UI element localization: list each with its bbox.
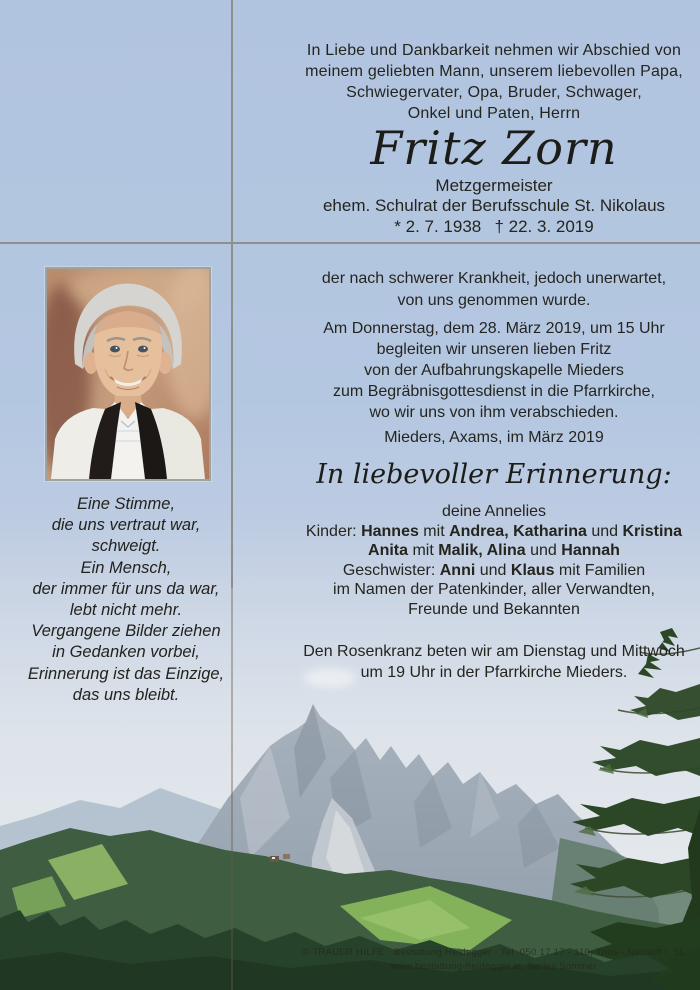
portrait-photo [47,269,209,479]
family-list [264,502,700,619]
family-line: Kinder: Hannes mit Andrea, Katharina und Kristina [305,522,683,540]
life-dates: * 2. 7. 1938 † 22. 3. 2019 [394,217,594,236]
portrait-photo-frame [45,267,211,481]
poem-line: in Gedanken vorbei, [52,643,200,662]
credit-line: www.bestattung-heidegger.at, Serles Sommer [391,960,597,972]
funeral-line: Am Donnerstag, dem 28. März 2019, um 15 Uhr [323,320,665,337]
alp-hut [283,854,290,859]
deceased-subtitle: ehem. Schulrat der Berufsschule St. Nikolaus [322,196,666,215]
poem-line: Eine Stimme, [76,495,176,513]
deceased-name: Fritz Zorn [370,121,618,175]
poem-line: Erinnerung ist das Einzige, [27,664,225,683]
rosary-line: um 19 Uhr in der Pfarrkirche Mieders. [360,664,628,681]
cross-horizontal-line [0,242,700,244]
funeral-line: begleiten wir unseren lieben Fritz [376,341,612,358]
intro-line: Schwiegervater, Opa, Bruder, Schwager, [346,84,642,101]
intro-line: meinem geliebten Mann, unserem liebevollen Papa, [305,63,683,80]
deceased-profession: Metzgermeister [435,176,553,195]
poem-line: Vergangene Bilder ziehen [31,622,221,641]
intro-text [264,40,700,124]
funeral-line: von der Aufbahrungskapelle Mieders [364,362,624,379]
poem-line: schweigt. [91,537,161,556]
poem-line: die uns vertraut war, [51,516,201,535]
poem-line: lebt nicht mehr. [69,601,183,620]
funeral-announcement [264,318,700,423]
poem-line: Ein Mensch, [80,558,172,577]
family-line: im Namen der Patenkinder, aller Verwandten, [333,581,655,598]
remembrance-heading: In liebevoller Erinnerung: [316,459,672,490]
passing-line: von uns genommen wurde. [397,291,591,309]
poem-line: das uns bleibt. [72,685,180,704]
funeral-home-credit [264,946,700,973]
family-line: deine Annelies [441,503,547,520]
rosary-line: Den Rosenkranz beten wir am Dienstag und Mittwoch [303,643,685,660]
funeral-line: zum Begräbnisgottesdienst in die Pfarrkirche, [333,383,655,400]
family-line: Freunde und Bekannten [408,600,580,618]
passing-line: der nach schwerer Krankheit, jedoch unerwartet, [321,270,667,287]
poem-line: der immer für uns da war, [32,579,220,598]
place-and-date: Mieders, Axams, im März 2019 [384,429,604,446]
intro-line: Onkel und Paten, Herrn [407,105,581,122]
funeral-line: wo wir uns von ihm verabschieden. [369,404,619,421]
memorial-poem [6,494,246,706]
intro-line: In Liebe und Dankbarkeit nehmen wir Abschied von [306,42,682,59]
passing-text [264,268,700,311]
credit-line: © TRAUER HILFE · Bestattung Heidegger · Tel. 050 17 17 - 110, Trins - Neustift i. St. [302,947,686,958]
family-line: Geschwister: Anni und Klaus mit Familien [342,561,646,579]
rosary-notice [264,641,700,683]
family-line: Anita mit Malik, Alina und Hannah [368,542,620,559]
